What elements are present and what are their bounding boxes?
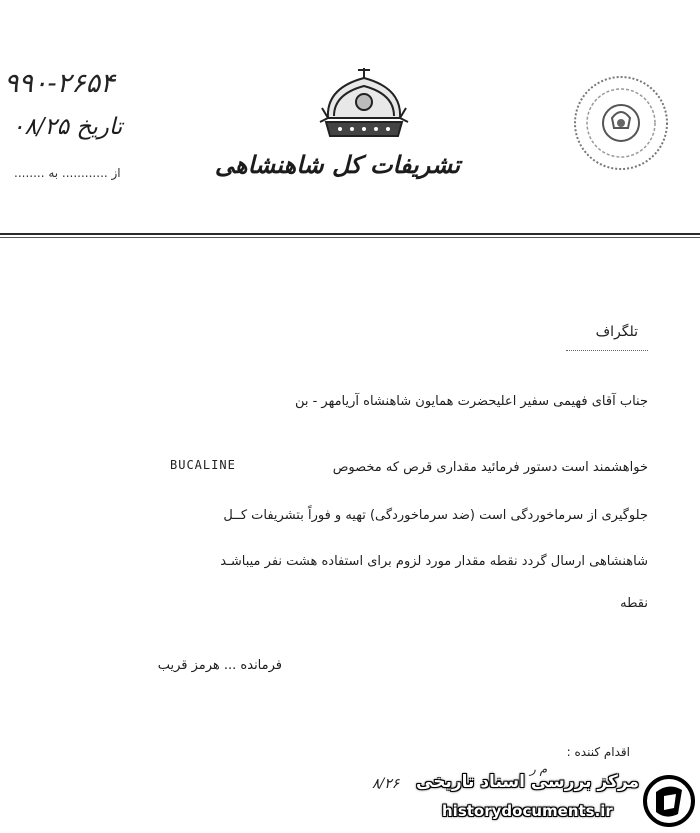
- medicine-name: BUCALINE: [170, 458, 236, 472]
- header-separator: [0, 233, 700, 241]
- telegram-label: تلگراف: [595, 324, 638, 340]
- watermark-logo-icon: [642, 774, 696, 828]
- body-line-2: جلوگیری از سرماخوردگی است (ضد سرماخوردگی) تهیه و فوراً بتشریفات کــل: [223, 508, 648, 523]
- action-label: اقدام کننده :: [566, 745, 630, 759]
- body-line-4: نقطه: [620, 596, 648, 611]
- body-line-1: خواهشمند است دستور فرمائید مقداری قرص که مخصوص: [332, 460, 648, 475]
- date-prefix: تاریخ: [76, 114, 123, 140]
- watermark: [416, 766, 700, 833]
- document-date: [12, 114, 197, 152]
- handwritten-note: م ر: [530, 762, 548, 776]
- footer-date: ۸/۲۶: [372, 776, 400, 792]
- watermark-title: مرکز بررسی اسناد تاریخی: [416, 772, 639, 792]
- watermark-url: historydocuments.ir: [442, 802, 613, 820]
- telegram-underline: [566, 350, 648, 351]
- crown-emblem-icon: [318, 66, 410, 148]
- date-value: ۰۸/۲۵: [12, 114, 70, 140]
- document-number: ۹۹۰-۲۶۵۴: [4, 68, 115, 99]
- body-line-3: شاهنشاهی ارسال گردد نقطه مقدار مورد لزوم برای استفاده هشت نفر میباشـد: [220, 554, 648, 569]
- signature-line: فرمانده ... هرمز قریب: [157, 658, 282, 673]
- from-to-line: از ............ به ........: [14, 166, 121, 180]
- official-seal-icon: [572, 74, 670, 172]
- addressee-line: جناب آقای فهیمی سفیر اعلیحضرت همایون شاهنشاه آریامهر - بن: [294, 394, 648, 409]
- organization-title: تشریفات کل شاهنشاهی: [214, 150, 460, 179]
